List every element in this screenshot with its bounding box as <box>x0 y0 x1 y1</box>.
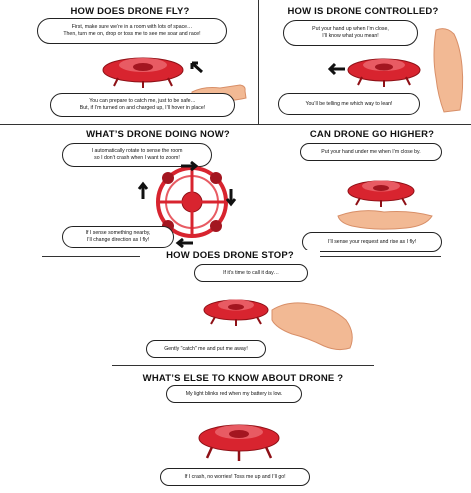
doing-bottom-line-1: If I sense something nearby, <box>85 230 151 236</box>
higher-heading: CAN DRONE GO HIGHER? <box>309 129 435 140</box>
else-top-line-1: My light blinks red when my battery is low. <box>185 390 283 397</box>
stop-top-line-1: If it’s time to call it day… <box>223 269 279 276</box>
stop-heading: HOW DOES DRONE STOP? <box>140 250 320 261</box>
hand-icon <box>268 294 356 354</box>
drone-icon <box>200 293 272 327</box>
controlled-top-bubble <box>283 20 418 46</box>
higher-top-bubble <box>300 143 442 161</box>
else-bottom-line-1: If I crash, no worries! Toss me up and I’ll go! <box>184 473 286 480</box>
drone-icon <box>344 52 424 88</box>
arrow-icon <box>188 60 204 74</box>
arrow-icon <box>138 182 148 200</box>
fly-top-bubble <box>37 18 227 44</box>
controlled-top-line-1: Put your hand up when I’m close, <box>312 26 389 32</box>
drone-icon <box>344 174 418 208</box>
controlled-top-line-2: I’ll know what you mean! <box>322 33 379 39</box>
fly-bottom-line-1: You can prepare to catch me, just to be safe… <box>89 98 196 104</box>
stop-top-bubble <box>194 264 308 282</box>
divider-vertical-top <box>258 0 259 124</box>
fly-top-line-1: First, make sure we’re in a room with lots of space… <box>71 24 193 30</box>
controlled-heading: HOW IS DRONE CONTROLLED? <box>287 6 439 17</box>
divider-top <box>0 124 471 125</box>
drone-icon <box>98 50 188 90</box>
stop-bottom-bubble <box>146 340 266 358</box>
higher-bottom-line-1: I’ll sense your request and rise as I fly! <box>327 238 417 245</box>
arrow-icon <box>176 238 194 248</box>
hand-icon <box>426 26 466 114</box>
controlled-bottom-line-1: You’ll be telling me which way to lean! <box>305 100 393 107</box>
fly-bottom-line-2: But, if I’m turned on and charged up, I’ll hover in place! <box>79 105 206 111</box>
divider-bottom <box>112 365 374 366</box>
doing-bottom-bubble <box>62 226 174 248</box>
else-bottom-bubble <box>160 468 310 486</box>
controlled-bottom-bubble <box>278 93 420 115</box>
higher-bottom-bubble <box>302 232 442 252</box>
arrow-icon <box>180 161 198 171</box>
else-heading: WHAT’S ELSE TO KNOW ABOUT DRONE ? <box>142 373 344 384</box>
doing-heading: WHAT’S DRONE DOING NOW? <box>86 129 230 140</box>
higher-top-line-1: Put your hand under me when I’m close by. <box>321 148 421 155</box>
fly-heading: HOW DOES DRONE FLY? <box>70 6 190 17</box>
else-top-bubble <box>166 385 302 403</box>
drone-icon <box>194 416 284 462</box>
fly-top-line-2: Then, turn me on, drop or toss me to see me soar and race! <box>63 31 201 37</box>
arrow-icon <box>226 188 236 206</box>
stop-bottom-line-1: Gently "catch" me and put me away! <box>164 345 248 352</box>
doing-top-line-2: so I don’t crash when I want to zoom! <box>94 155 180 161</box>
fly-bottom-bubble <box>50 93 235 117</box>
hand-icon <box>336 206 436 232</box>
doing-top-line-1: I automatically rotate to sense the room <box>91 148 183 154</box>
doing-bottom-line-2: I’ll change direction as I fly! <box>86 237 150 243</box>
